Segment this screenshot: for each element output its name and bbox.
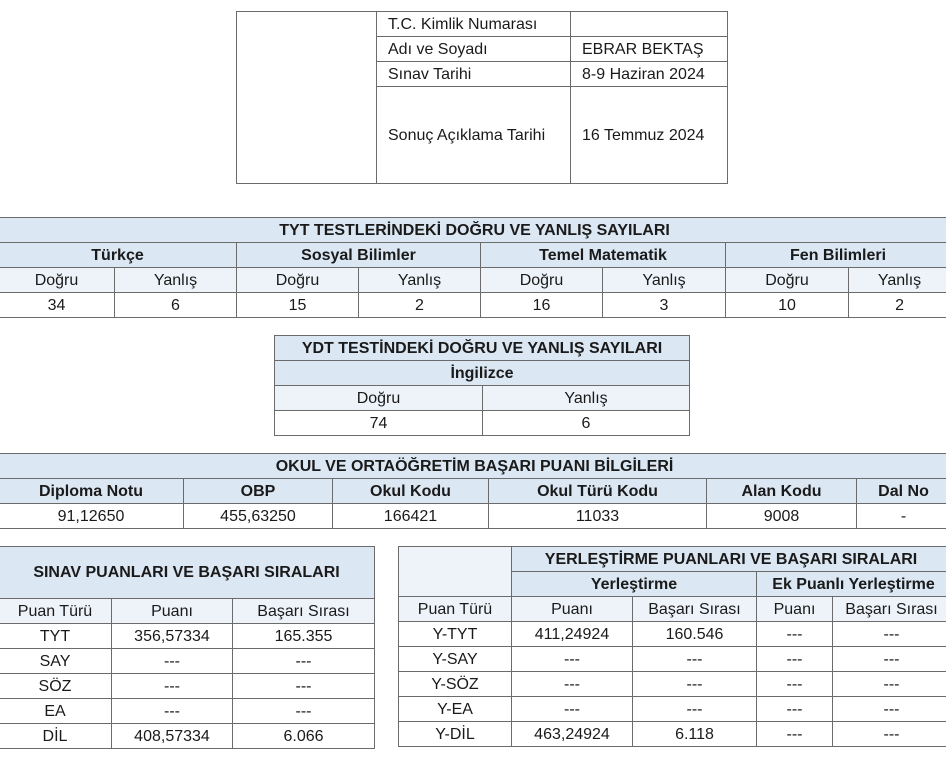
exam-scores-table <box>0 546 375 749</box>
obp-value-alan-kodu: 9008 <box>707 504 857 529</box>
placement-row-ek-rank: --- <box>833 722 946 747</box>
ydt-yanlis-value: 6 <box>483 411 690 436</box>
obp-header-diploma: Diploma Notu <box>0 479 184 504</box>
placement-header-puan-turu: Puan Türü <box>399 597 512 622</box>
placement-row-type: Y-SAY <box>399 647 512 672</box>
tyt-yanlis-label: Yanlış <box>359 268 481 293</box>
tyt-matematik-dogru: 16 <box>481 293 603 318</box>
obp-value-okul-turu: 11033 <box>489 504 707 529</box>
placement-row-ek-rank: --- <box>833 672 946 697</box>
ydt-yanlis-label: Yanlış <box>483 386 690 411</box>
tyt-dogru-label: Doğru <box>726 268 849 293</box>
exam-row-score: --- <box>112 649 233 674</box>
exam-row-type: EA <box>0 699 112 724</box>
info-value-exam-date: 8-9 Haziran 2024 <box>571 62 728 87</box>
placement-row-rank: 160.546 <box>633 622 757 647</box>
obp-header-obp: OBP <box>184 479 333 504</box>
placement-row-ek-score: --- <box>757 622 833 647</box>
exam-row-score: 408,57334 <box>112 724 233 749</box>
obp-value-okul-kodu: 166421 <box>333 504 489 529</box>
tyt-matematik-yanlis: 3 <box>603 293 726 318</box>
ydt-subject: İngilizce <box>275 361 690 386</box>
placement-title: YERLEŞTİRME PUANLARI VE BAŞARI SIRALARI <box>512 547 946 572</box>
exam-row-type: DİL <box>0 724 112 749</box>
obp-value-obp: 455,63250 <box>184 504 333 529</box>
table-row <box>399 722 946 747</box>
ydt-dogru-label: Doğru <box>275 386 483 411</box>
ydt-results-table <box>274 335 690 436</box>
tyt-yanlis-label: Yanlış <box>115 268 237 293</box>
tyt-results-table <box>0 217 946 318</box>
table-row <box>0 649 375 674</box>
candidate-photo-area <box>237 12 377 184</box>
exam-row-rank: --- <box>233 674 375 699</box>
obp-header-dal-no: Dal No <box>857 479 946 504</box>
placement-row-score: 411,24924 <box>512 622 633 647</box>
placement-header-ek-basari: Başarı Sırası <box>833 597 946 622</box>
exam-row-score: 356,57334 <box>112 624 233 649</box>
exam-row-type: SAY <box>0 649 112 674</box>
exam-header-puani: Puanı <box>112 599 233 624</box>
placement-row-ek-rank: --- <box>833 647 946 672</box>
exam-header-puan-turu: Puan Türü <box>0 599 112 624</box>
placement-row-type: Y-DİL <box>399 722 512 747</box>
ydt-title: YDT TESTİNDEKİ DOĞRU VE YANLIŞ SAYILARI <box>275 336 690 361</box>
placement-row-rank: 6.118 <box>633 722 757 747</box>
table-row <box>0 699 375 724</box>
tyt-fen-dogru: 10 <box>726 293 849 318</box>
placement-row-type: Y-SÖZ <box>399 672 512 697</box>
table-row <box>0 724 375 749</box>
tyt-yanlis-label: Yanlış <box>849 268 946 293</box>
placement-row-score: 463,24924 <box>512 722 633 747</box>
placement-corner-cell <box>399 547 512 597</box>
info-value-tc <box>571 12 728 37</box>
exam-row-type: TYT <box>0 624 112 649</box>
obp-header-okul-turu: Okul Türü Kodu <box>489 479 707 504</box>
tyt-turkce-dogru: 34 <box>0 293 115 318</box>
candidate-info-table <box>236 11 728 184</box>
placement-row-type: Y-EA <box>399 697 512 722</box>
placement-scores-table <box>398 546 946 747</box>
table-row <box>399 622 946 647</box>
exam-row-rank: --- <box>233 699 375 724</box>
placement-row-rank: --- <box>633 647 757 672</box>
placement-row-rank: --- <box>633 697 757 722</box>
obp-value-dal-no: - <box>857 504 946 529</box>
placement-row-ek-rank: --- <box>833 622 946 647</box>
placement-row-type: Y-TYT <box>399 622 512 647</box>
exam-row-score: --- <box>112 699 233 724</box>
obp-value-diploma: 91,12650 <box>0 504 184 529</box>
exam-row-rank: 6.066 <box>233 724 375 749</box>
placement-row-ek-score: --- <box>757 647 833 672</box>
obp-header-alan-kodu: Alan Kodu <box>707 479 857 504</box>
placement-row-score: --- <box>512 697 633 722</box>
info-value-result-date: 16 Temmuz 2024 <box>571 87 728 184</box>
info-label-result-date: Sonuç Açıklama Tarihi <box>377 87 571 184</box>
tyt-dogru-label: Doğru <box>0 268 115 293</box>
tyt-dogru-label: Doğru <box>237 268 359 293</box>
placement-header-puani: Puanı <box>512 597 633 622</box>
exam-row-rank: --- <box>233 649 375 674</box>
placement-row-ek-score: --- <box>757 722 833 747</box>
tyt-turkce-yanlis: 6 <box>115 293 237 318</box>
info-label-exam-date: Sınav Tarihi <box>377 62 571 87</box>
placement-group-ek-puanli: Ek Puanlı Yerleştirme <box>757 572 946 597</box>
table-row <box>399 647 946 672</box>
tyt-dogru-label: Doğru <box>481 268 603 293</box>
placement-header-ek-puani: Puanı <box>757 597 833 622</box>
tyt-subject-turkce: Türkçe <box>0 243 237 268</box>
table-row <box>0 674 375 699</box>
tyt-sosyal-yanlis: 2 <box>359 293 481 318</box>
obp-header-okul-kodu: Okul Kodu <box>333 479 489 504</box>
placement-row-ek-rank: --- <box>833 697 946 722</box>
info-value-name: EBRAR BEKTAŞ <box>571 37 728 62</box>
table-row <box>0 624 375 649</box>
placement-row-score: --- <box>512 672 633 697</box>
info-label-tc: T.C. Kimlik Numarası <box>377 12 571 37</box>
placement-group-yerlestirme: Yerleştirme <box>512 572 757 597</box>
exam-row-type: SÖZ <box>0 674 112 699</box>
exam-scores-title: SINAV PUANLARI VE BAŞARI SIRALARI <box>0 547 375 599</box>
tyt-yanlis-label: Yanlış <box>603 268 726 293</box>
placement-row-ek-score: --- <box>757 672 833 697</box>
info-label-name: Adı ve Soyadı <box>377 37 571 62</box>
obp-info-table <box>0 453 946 529</box>
tyt-title: TYT TESTLERİNDEKİ DOĞRU VE YANLIŞ SAYILARI <box>0 218 946 243</box>
placement-row-ek-score: --- <box>757 697 833 722</box>
tyt-subject-fen: Fen Bilimleri <box>726 243 946 268</box>
placement-row-rank: --- <box>633 672 757 697</box>
tyt-fen-yanlis: 2 <box>849 293 946 318</box>
placement-header-basari: Başarı Sırası <box>633 597 757 622</box>
tyt-subject-matematik: Temel Matematik <box>481 243 726 268</box>
ydt-dogru-value: 74 <box>275 411 483 436</box>
exam-header-basari: Başarı Sırası <box>233 599 375 624</box>
exam-row-rank: 165.355 <box>233 624 375 649</box>
table-row <box>399 697 946 722</box>
table-row <box>399 672 946 697</box>
tyt-subject-sosyal: Sosyal Bilimler <box>237 243 481 268</box>
tyt-sosyal-dogru: 15 <box>237 293 359 318</box>
obp-title: OKUL VE ORTAÖĞRETİM BAŞARI PUANI BİLGİLERİ <box>0 454 946 479</box>
placement-row-score: --- <box>512 647 633 672</box>
exam-row-score: --- <box>112 674 233 699</box>
